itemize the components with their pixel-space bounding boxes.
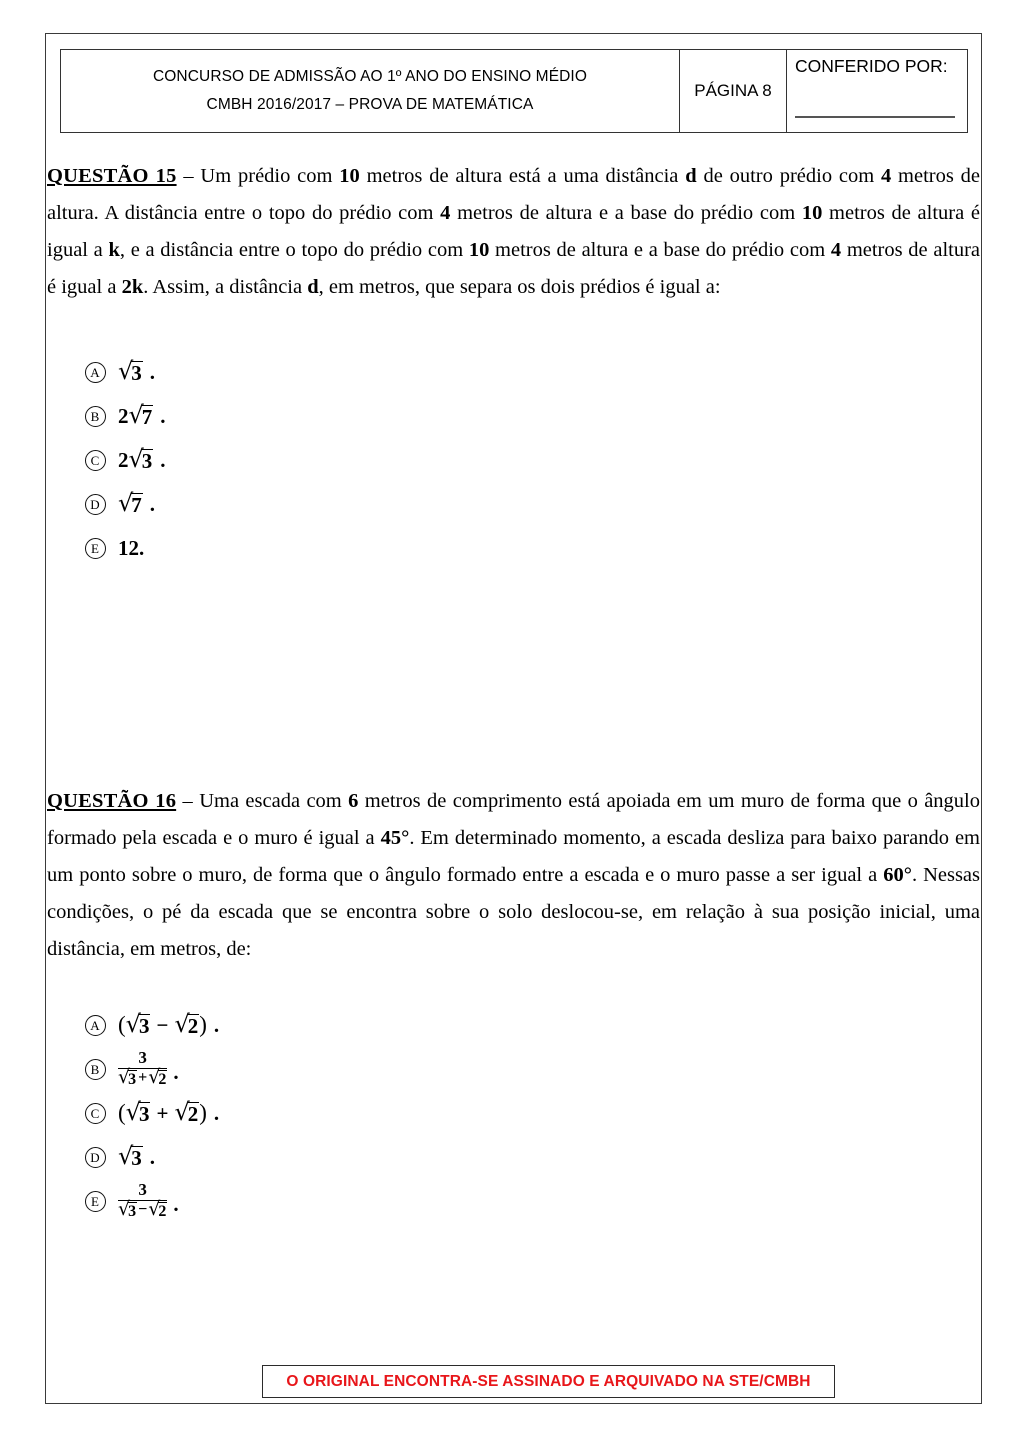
emphasized-text: 10 (339, 165, 360, 187)
left-paren: ( (118, 1012, 126, 1037)
body-text: metros de altura e a base do prédio com (489, 239, 831, 261)
radicand: 2 (187, 1101, 199, 1126)
option-letter-b (80, 1059, 110, 1080)
radical-right (174, 1009, 199, 1038)
header-page-cell (679, 50, 786, 132)
body-text: , e a distância entre o topo do prédio com (119, 239, 469, 261)
radical-sign-icon: √ (118, 488, 134, 517)
radical-3 (118, 1141, 143, 1170)
radical-sign-icon: √ (174, 1097, 190, 1126)
radical-sign-icon: √ (128, 444, 144, 473)
option-16-e[interactable] (80, 1179, 219, 1223)
option-trailing-dot: . (149, 491, 156, 516)
option-16-b[interactable] (80, 1047, 219, 1091)
question-16-dash-glyph: – (182, 790, 193, 812)
option-16-c-value (118, 1097, 220, 1126)
option-16-e-value (118, 1179, 179, 1221)
radicand: 3 (141, 448, 153, 473)
body-text: metros de altura e a base do prédio com (450, 202, 802, 224)
option-16-d[interactable] (80, 1135, 219, 1179)
page-header-table (60, 49, 968, 133)
option-trailing-dot: . (173, 1059, 179, 1084)
option-trailing-dot: . (149, 359, 156, 384)
circled-letter-a-icon: A (85, 362, 106, 383)
coefficient: 2 (118, 403, 129, 428)
option-letter-d (80, 494, 110, 515)
body-text: metros de altura é igual a (47, 202, 980, 261)
right-paren: ) (199, 1012, 207, 1037)
emphasized-text: 45° (380, 827, 410, 849)
radicand: 3 (138, 1013, 150, 1038)
option-16-b-value (118, 1047, 179, 1089)
header-title-line-2: CMBH 2016/2017 – PROVA DE MATEMÁTICA (206, 96, 534, 113)
option-trailing-dot: . (160, 403, 166, 428)
option-15-c-value (118, 444, 166, 473)
body-text: metros de altura. A distância entre o topo do prédio com (47, 165, 980, 224)
body-text: , em metros, que separa os dois prédios é igual a: (318, 276, 721, 298)
option-letter-a (80, 362, 110, 383)
radical-left (125, 1009, 151, 1038)
option-trailing-dot: . (213, 1100, 220, 1125)
radical-sign-icon: √ (148, 1197, 161, 1220)
option-letter-b (80, 406, 110, 427)
body-text: . Em determinado momento, a escada desliza para baixo parando em um ponto sobre o muro, de forma que o ângulo formado entre a escada e o muro passe a ser igual a (47, 827, 980, 886)
emphasized-text: 10 (468, 239, 490, 261)
radicand: 3 (138, 1101, 150, 1126)
operator: − (156, 1012, 169, 1037)
radical-sign-icon: √ (118, 1065, 131, 1088)
radical-sign-icon: √ (125, 1097, 141, 1126)
circled-letter-e-icon: E (85, 1191, 106, 1212)
body-text: Uma escada com (192, 790, 349, 812)
question-15-options (80, 350, 166, 570)
radicand: 2 (158, 1070, 167, 1088)
fraction (118, 1049, 167, 1088)
radical-sign-icon: √ (118, 1141, 134, 1170)
operator: + (156, 1100, 169, 1125)
radical-sign-icon: √ (118, 1197, 131, 1220)
option-trailing-dot: . (173, 1191, 179, 1216)
question-16-text (47, 783, 980, 968)
circled-letter-c-icon: C (85, 450, 106, 471)
radical-left (125, 1097, 151, 1126)
numerator: 3 (138, 1047, 147, 1067)
body-text: metros de comprimento está apoiada em um muro de forma que o ângulo formado pela escada e o muro é igual a (47, 790, 981, 849)
option-trailing-dot: . (149, 1144, 156, 1169)
question-15-text (47, 158, 980, 306)
checked-by-label: CONFERIDO POR: (795, 56, 948, 76)
radical-sign-icon: √ (128, 400, 144, 429)
radical-right (148, 1065, 167, 1088)
radical-sign-icon: √ (148, 1065, 161, 1088)
emphasized-text: 4 (880, 165, 892, 187)
original-signed-stamp (262, 1365, 835, 1398)
radicand: 3 (128, 1070, 137, 1088)
header-title-cell (61, 50, 679, 132)
radicand: 2 (158, 1202, 167, 1220)
radical-sign-icon: √ (174, 1009, 190, 1038)
emphasized-text: d (307, 276, 319, 298)
option-16-c[interactable] (80, 1091, 219, 1135)
numerator: 3 (138, 1179, 147, 1199)
question-block-16 (47, 783, 980, 968)
page-number-label: PÁGINA 8 (694, 81, 772, 100)
radicand: 7 (141, 404, 153, 429)
radical-3 (118, 356, 143, 385)
circled-letter-b-icon: B (85, 406, 106, 427)
body-text: . Assim, a distância (143, 276, 308, 298)
radical-sign-icon: √ (118, 356, 134, 385)
emphasized-text: 4 (830, 239, 842, 261)
radicand: 3 (131, 360, 142, 385)
option-15-b-value (118, 400, 166, 429)
option-letter-c (80, 1103, 110, 1124)
question-15-label: QUESTÃO 15 (47, 165, 177, 187)
option-trailing-dot: . (213, 1012, 220, 1037)
radical-right (148, 1197, 167, 1220)
option-letter-e (80, 538, 110, 559)
emphasized-text: k (108, 239, 120, 261)
radical-right (174, 1097, 199, 1126)
radicand: 3 (131, 1145, 142, 1170)
body-text: metros de altura está a uma distância (359, 165, 686, 187)
body-text: . Nessas condições, o pé da escada que se encontra sobre o solo deslocou-se, em relação à sua posição inicial, uma distância, em metros, de: (47, 864, 981, 960)
question-16-options (80, 1003, 219, 1223)
question-16-rich-text (47, 790, 980, 960)
radicand: 7 (131, 492, 142, 517)
left-paren: ( (118, 1100, 126, 1125)
operator: − (138, 1200, 148, 1218)
denominator (118, 1065, 167, 1088)
denominator (118, 1197, 167, 1220)
emphasized-text: d (685, 165, 697, 187)
option-15-d[interactable] (80, 482, 166, 526)
right-paren: ) (199, 1100, 207, 1125)
option-15-e[interactable] (80, 526, 166, 570)
option-letter-d (80, 1147, 110, 1168)
question-16-label: QUESTÃO 16 (47, 790, 177, 812)
circled-letter-a-icon: A (85, 1015, 106, 1036)
radical-left (118, 1065, 137, 1088)
radical-3 (128, 444, 154, 473)
circled-letter-b-icon: B (85, 1059, 106, 1080)
circled-letter-c-icon: C (85, 1103, 106, 1124)
option-15-b[interactable] (80, 394, 166, 438)
option-letter-c (80, 450, 110, 471)
option-letter-a (80, 1015, 110, 1036)
header-checked-by-cell (786, 50, 967, 132)
signature-line (795, 116, 955, 118)
option-16-d-value (118, 1141, 156, 1170)
option-15-e-value: 12. (118, 535, 145, 560)
operator: + (138, 1068, 148, 1086)
circled-letter-e-icon: E (85, 538, 106, 559)
question-block-15 (47, 158, 980, 306)
emphasized-text: 60° (883, 864, 912, 886)
radical-7 (128, 400, 154, 429)
question-15-dash-glyph: – (183, 165, 194, 187)
option-15-a-value (118, 356, 156, 385)
fraction (118, 1181, 167, 1220)
option-16-a-value (118, 1009, 220, 1038)
circled-letter-d-icon: D (85, 1147, 106, 1168)
radicand: 3 (128, 1202, 137, 1220)
radical-7 (118, 488, 143, 517)
option-letter-e (80, 1191, 110, 1212)
option-trailing-dot: . (160, 447, 166, 472)
body-text: metros de altura é igual a (47, 239, 981, 298)
option-16-a[interactable] (80, 1003, 219, 1047)
radical-left (118, 1197, 137, 1220)
coefficient: 2 (118, 447, 129, 472)
emphasized-text: 2k (121, 276, 144, 298)
body-text: de outro prédio com (696, 165, 881, 187)
body-text: Um prédio com (193, 165, 340, 187)
emphasized-text: 4 (440, 202, 451, 224)
stamp-text: O ORIGINAL ENCONTRA-SE ASSINADO E ARQUIVADO NA STE/CMBH (286, 1372, 811, 1390)
radical-sign-icon: √ (125, 1009, 141, 1038)
circled-letter-d-icon: D (85, 494, 106, 515)
option-15-a[interactable] (80, 350, 166, 394)
option-15-d-value (118, 488, 156, 517)
emphasized-text: 6 (348, 790, 359, 812)
option-15-c[interactable] (80, 438, 166, 482)
header-title-line-1: CONCURSO DE ADMISSÃO AO 1º ANO DO ENSINO MÉDIO (152, 68, 587, 85)
emphasized-text: 10 (801, 202, 823, 224)
radicand: 2 (187, 1013, 199, 1038)
